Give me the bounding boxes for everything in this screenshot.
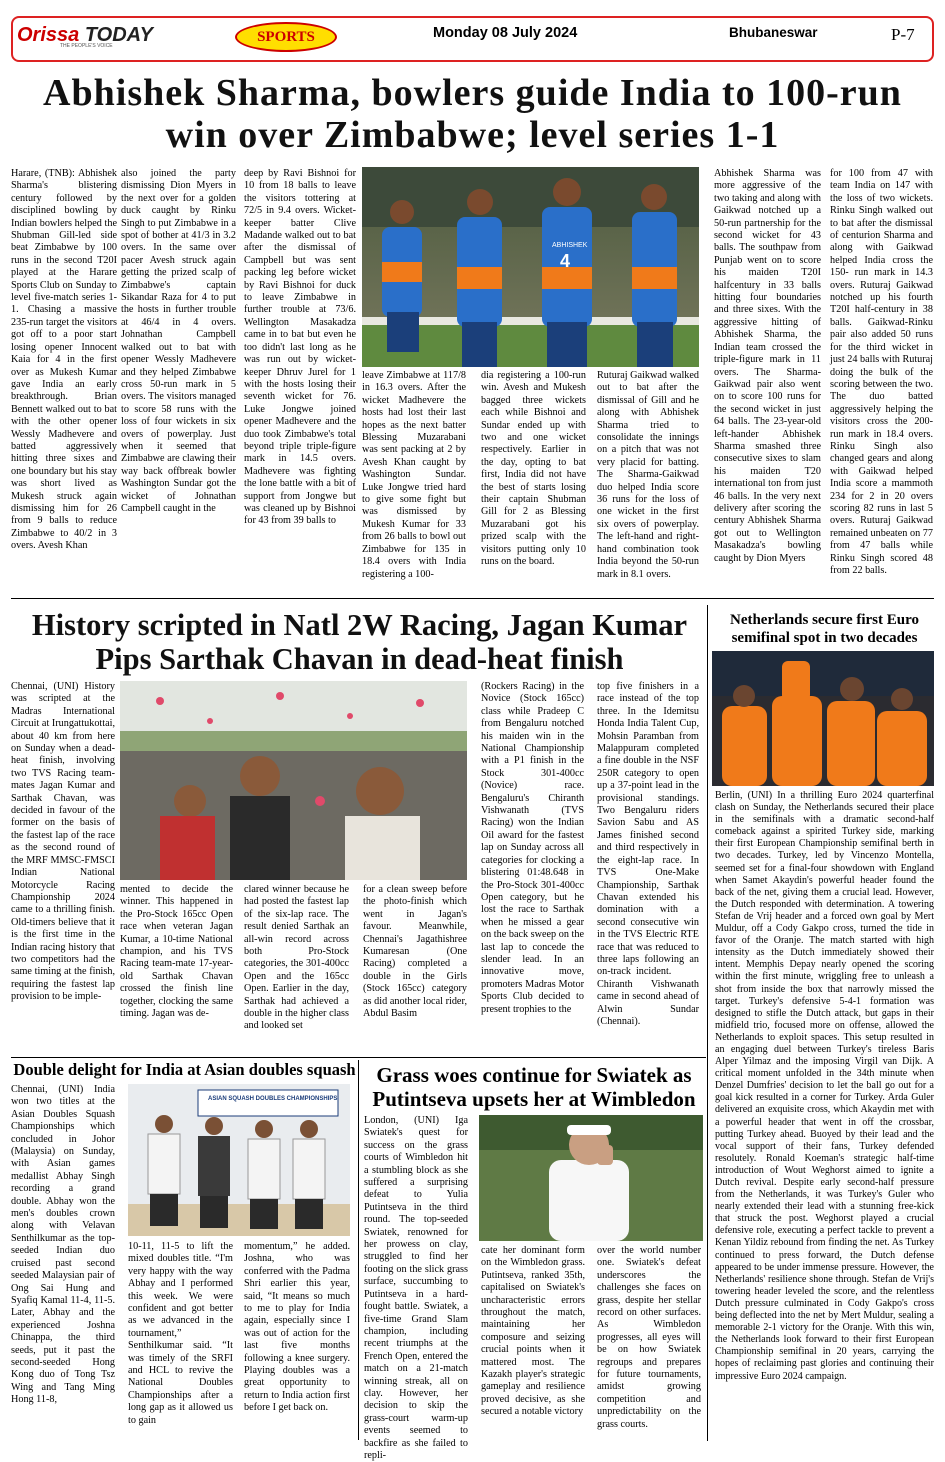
story5-photo-swiatek[interactable] — [479, 1115, 703, 1241]
story2-column-3: clared winner because he had posted the fastest lap of the six-lap race. The result denied Sarthak an all-win record across both Pro-Stock categories, the 301-400cc Open and the 165cc Open. Earlier in the day, Sarthak had achieved a double in the higher class and looked set — [244, 884, 349, 1032]
story5-column-1: London, (UNI) Iga Swiatek's quest for success on the grass courts of Wimbledon hit a stumbling block as she suffered a surprising defeat to Yulia Putintseva in the third round. The top-seeded Swiatek, renowned for her prowess on clay, struggled to find her footing on the slick grass surface, succumbing to Putintseva in a hard-fought battle. Swiatek, a five-time Grand Slam champion, including recent triumphs at the French Open, entered the match on a 21-match winning streak, all on clay. However, her decision to skip the grass-court warm-up events seemed to backfire as she failed to repli- — [364, 1115, 468, 1461]
story1-column-7: Abhishek Sharma was more aggressive of the two taking and along with Gaikwad notched up a 50-run partnership for the second wicket for 43 balls. The southpaw from Punjab went on to score his maiden T20I halfcentury in 33 balls hitting four boundaries and three sixes. With the aggressive hitting of Abhishek Sharma, the Indian team crossed the triple-figure mark in 11 overs. The Sharma-Gaikwad pair also went on to score 100 runs for the second wicket in just 64 balls. The 23-year-old left-hander Abhishek Sharma smashed three consecutive sixes to slam his maiden T20 international ton from just 46 balls. In the very next delivery after scoring the century Abhishek Sharma got out to Wellington Masakadza's bowling caught by Dion Myers — [714, 168, 821, 564]
logo-tagline: THE PEOPLE'S VOICE — [60, 43, 113, 49]
story3-body: Berlin, (UNI) In a thrilling Euro 2024 quarterfinal clash on Sunday, the Netherlands secured their place in the semifinals with a dramatic second-half comeback against a spirited Turkey side, marking their first European Championship semifinal berth in two decades. Turkey, led by Vincenzo Montella, seemed set for a final-four showdown with England when Samet Akaydin's powerful header found the back of the net, giving them a crucial lead. However, the Dutch responded with determination. A towering Stefan de Vrij header and a forced own goal by Mert Muldur, off a Cody Gakpo cross, turned the tide in favor of the Oranje. The match started with high intensity as the Dutch immediately showed their intent. Memphis Depay nearly opened the scoring within the first minute, wriggling free to unleash a shot from inside the box that narrowly missed the target. Turkey's defensive 5-4-1 formation was designed to stifle the Dutch attack, but gaps in their midfield trio, focused more on offense, allowed the Netherlands to exploit spaces. This setup resulted in an engaging duel between Turkey's tireless Baris Alper Yilmaz and the imposing Virgil van Dijk. A critical moment unfolded in the 34th minute when Denzel Dumfries' decision to let the ball go out for a goal kick resulted in a corner for Turkey. Arda Guler delivered an exquisite cross, which Akaydin met with a powerful header that went in off the crossbar, putting Turkey ahead. Buoyed by their lead and the vocal support of their fans, Turkey defended resolutely. Ronald Koeman's strategic half-time introduction of Wout Weghorst aimed to ignite a Dutch revival. Despite early second-half pressure from the Netherlands, it was Turkey's Guler who nearly extended their lead with a stunning free-kick that struck the post. Weghorst played a crucial defensive role, executing a perfect tackle to prevent a Kenan Yildiz rebound from finding the net. As Turkey continued to press forward, the Dutch defense appeared to be under immense pressure. However, the Netherlands' resilience shone through. Stefan de Vrij's towering header leveled the score, and the relentless Dutch pressure culminated in Cody Gakpo's cross being deflected into the net by Mert Muldur, sealing a memorable 2-1 victory for the Oranje. With this win, the Netherlands look forward to their first European Championship semifinal in 20 years, carrying the hopes of reclaiming past glories and continuing their impressive Euro 2024 campaign. — [715, 790, 934, 1382]
story1-column-8: for 100 from 47 with team India on 147 with the loss of two wickets. Rinku Singh walked out to bat after the dismissal of centurion Sharma and along with Gaikwad helped India cross the 150- run mark in 14.3 overs. Ruturaj Gaikwad notched up his fourth T20I half-century in 38 balls. Gaikwad-Rinku pair also added 50 runs for the third wicket in just 24 balls with Ruturaj doing the bulk of the scoring between the two. The duo batted aggressively helping the visitors cross the 200-run mark in 18.4 overs. Rinku Singh also changed gears and along with Gaikwad helped India score a mammoth 234 for 2 in 20 overs scoring 82 runs in last 5 overs. Ruturaj Gaikwad remained unbeaten on 77 from 47 balls while Rinku Singh scored 48 from 22 balls. — [830, 168, 934, 576]
story1-column-5: dia registering a 100-run win. Avesh and Mukesh bagged three wickets each while Bishnoi and Sundar ended up with two and one wicket respectively. Earlier in the day, opting to bat first, India did not have the best of starts losing their captain Shubman Gill for 2 as Blessing Muzarabani got his prized scalp with the visitors putting only 10 runs on the board. — [481, 370, 586, 568]
story4-photo-squash-team[interactable] — [128, 1084, 350, 1236]
column-rule-vertical-lower — [358, 1060, 359, 1440]
issue-city: Bhubaneswar — [729, 25, 818, 40]
logo-today-text: TODAY — [84, 24, 153, 46]
story1-photo-india-celebration[interactable] — [362, 167, 699, 367]
story4-column-3: momentum,” he added. Joshna, who was conferred with the Padma Shri earlier this year, said, “It means so much to me to play for India again, especially since I was out of action for the last five months following a knee surgery. Playing doubles was a great opportunity to return to India action first before I get back on. — [244, 1241, 350, 1414]
story2-column-2: mented to decide the winner. This happened in the Pro-Stock 165cc Open race when veteran Jagan Kumar, a 10-time National champion, and his TVS Racing team-mate 17-year-old Sarthak Chavan crossed the finish line together, clocking the same timing. Jagan was de- — [120, 884, 233, 1020]
story3-headline[interactable]: Netherlands secure first Euro semifinal spot in two decades — [729, 612, 919, 646]
story2-column-4: for a clean sweep before the photo-finish which went in Jagan's favour. Meanwhile, Chennai's Jagathishree Kumaresan (One Racing) completed a double in the Girls (Stock 165cc) category as did another local rider, Abdul Basim — [363, 884, 467, 1020]
logo-main-text: Orissa — [17, 24, 80, 46]
jersey-number-text: 4 — [560, 251, 571, 271]
story1-column-3: deep by Ravi Bishnoi for 10 from 18 balls to leave the visitors tottering at 72/5 in 9.4 overs. Wicket-keeper batter Clive Madande walked out to bat after the dismissal of Campbell but was sent packing leg before wicket by Ravi Bishnoi for duck to leave Zimbabwe in further trouble at 73/6. Wellington Masakadza came in to bat but even he too didn't last long as he was run out by wicket-keeper Dhruv Jurel for 1 with the hosts losing their seventh wicket for 76. Luke Jongwe joined opener Madhevere and the duo took Zimbabwe's total beyond triple triple-figure mark in 14.5 overs. Madhevere was fighting the lone battle with a bit of support from Jongwe but was cleaned up by Bishnoi for 43 from 39 balls to — [244, 168, 356, 527]
story4-column-1: Chennai, (UNI) India won two titles at the Asian Doubles Squash Championships which concluded in Johor (Malaysia) on Sunday, with Asian games medallist Abhay Singh recording a grand double. Abhay won the men's doubles crown along with Velavan Senthilkumar as the top-seeded Indian duo cruised past second seeded Malaysian pair of Ong Sai Hung and Syafiq Kamal 11-4, 11-5. Later, Abhay and the experienced Joshna Chinappa, the third seeds, put it past the second-seeded Hong Kong duo of Tong Tsz Wing and Tang Ming Hong 11-8, — [11, 1084, 115, 1406]
story2-headline[interactable]: History scripted in Natl 2W Racing, Jagan Kumar Pips Sarthak Chavan in dead-heat finish — [31, 608, 688, 676]
story1-column-4: leave Zimbabwe at 117/8 in 16.3 overs. After the wicket Madhevere the hosts had lost their last hopes as the next batter Blessing Muzarabani was sent packing at 2 by Avesh Khan caught by Washington Sundar. Luke Jongwe tried hard to give some fight but was dismissed by Mukesh Kumar for 33 from 26 balls to bowl out Zimbabwe for 135 in 18.4 overs with India registering a 100- — [362, 370, 466, 580]
story4-headline[interactable]: Double delight for India at Asian doubles squash — [13, 1060, 356, 1079]
issue-date: Monday 08 July 2024 — [433, 25, 578, 41]
page-number: P-7 — [891, 25, 915, 44]
story2-photo-racing-celebration[interactable] — [120, 681, 467, 880]
story3-photo-netherlands-celebration[interactable] — [712, 651, 934, 786]
story5-column-2: cate her dominant form on the Wimbledon grass. Putintseva, ranked 35th, capitalised on Swiatek's uncharacteristic errors throughout the match, maintaining her composure and seizing crucial points when it mattered most. The Kazakh player's strategic gameplay and resilience proved decisive, as she secured a notable victory — [481, 1245, 585, 1418]
column-rule-vertical — [707, 605, 708, 1441]
story4-column-2: 10-11, 11-5 to lift the mixed doubles title. “I'm very happy with the way Abhay and I performed this week. We were confident and got better as we advanced in the tournament,” Senthilkumar said. “It was timely of the SRFI and HCL to revive the National Doubles Championships after a long gap as it allowed us to gain — [128, 1241, 233, 1426]
section-divider-lower — [11, 1057, 706, 1058]
story1-column-2: also joined the party dismissing Dion Myers in the next over for a golden duck caught by Rinku Singh to put Zimbabwe in a spot of bother at 41/3 in 3.2 overs. In the same over pacer Avesh struck again getting the prized scalp of Zimbabwe's captain Sikandar Raza for 4 to put the hosts in further trouble at 46/4 in 4 overs. Johnathan Campbell walked out to bat with opener Wessly Madhevere and they helped Zimbabwe cross 50-run mark in 5 overs. The visitors managed to score 58 runs with the loss of four wickets in six overs of powerplay. Just when it seemed that Zimbabwe are clawing their way back offbreak bowler Washington Sundar got the wicket of Johnathan Campbell caught in the — [121, 168, 236, 514]
story2-column-5: (Rockers Racing) in the Novice (Stock 165cc) class while Pradeep C from Bengaluru notched his maiden win in the National Championship with a P1 finish in the Stock 301-400cc (Novice) race. Bengaluru's Chiranth Vishwanath (TVS Racing) won the Indian Oil award for the fastest lap on Sunday across all categories for clocking a blistering 01:48.648 in the Pro-Stock 301-400cc Open category, but he lost the race to Sarthak when he missed a gear on the back sweep on the last lap to concede the slender lead. In an innovative move, promoters Madras Motor Sports Club decided to present trophies to the — [481, 681, 584, 1015]
story5-column-3: over the world number one. Swiatek's defeat underscores the challenges she faces on grass, despite her stellar record on other surfaces. As Wimbledon progresses, all eyes will be on how Swiatek regroups and prepares for future tournaments, amidst growing competition and unpredictability on the grass courts. — [597, 1245, 701, 1430]
story1-column-1: Harare, (TNB): Abhishek Sharma's blistering century followed by disciplined bowling by Indian bowlers helped the Shubman Gill-led side beat Zimbabwe by 100 runs in the second T20I played at the Harare Sports Club on Sunday to level five-match series 1-1. Chasing a massive 235-run target the visitors got off to a poor start losing opener Innocent Kaia for 4 in the first over as Mukesh Kumar gave India an early breakthrough. Brian Bennett walked out to bat with the other opener Wessly Madhevere and batted aggressively hitting three sixes and one boundary but his stay was short lived as Mukesh struck again dismissing him for 26 from 9 balls to reduce Zimbabwe to 40/2 in 3 overs. Avesh Khan — [11, 168, 117, 552]
section-badge-sports[interactable]: SPORTS — [235, 22, 337, 52]
story5-headline[interactable]: Grass woes continue for Swiatek as Putintseva upsets her at Wimbledon — [372, 1063, 696, 1111]
squash-banner-text: ASIAN SQUASH DOUBLES CHAMPIONSHIPS — [208, 1096, 338, 1102]
story2-column-6: top five finishers in a race instead of the top three. In the Idemitsu Honda India Talent Cup, Mohsin Paramban from Malappuram completed a fine double in the NSF 250R category to open up a 37-point lead in the provisional standings. Two Bengaluru riders Savion Sabu and AS James finished second and third respectively in the eight-lap race. In TVS One-Make Championship, Sarthak Chavan extended his domination with a second consecutive win in the TVS Electric RTE race that was reduced to three laps following an on-track incident. Chiranth Vishwanath came in second ahead of Alwin Sundar (Chennai). — [597, 681, 699, 1027]
story1-column-6: Ruturaj Gaikwad walked out to bat after the dismissal of Gill and he along with Abhishek Sharma tried to consolidate the innings on a pitch that was not very placid for batting. The Sharma-Gaikwad duo helped India score 36 runs for the loss of one wicket in the first six overs of powerplay. The left-hand and right-hand combination took India beyond the 50-run mark in 8.1 overs. — [597, 370, 699, 580]
story1-headline[interactable]: Abhishek Sharma, bowlers guide India to 100-run win over Zimbabwe; level series 1-1 — [43, 72, 902, 156]
jersey-name-text: ABHISHEK — [552, 242, 588, 249]
story2-column-1: Chennai, (UNI) History was scripted at the Madras International Circuit at Irungattukottai, about 40 km from here on Sunday when a dead-heat finish, involving two TVS Racing team-mates Jagan Kumar and Sarthak Chavan, was decided in favour of the former on the basis of the fastest lap of the race as the second round of the MRF MMSC-FMSCI Indian National Motorcycle Racing Championship 2024 came to a thrilling finish. Old-timers believe that it is the first time in the Indian racing history that two competitors had the same timing at the finish, requiring the fastest lap provision to be imple- — [11, 681, 115, 1003]
section-divider — [11, 598, 934, 599]
